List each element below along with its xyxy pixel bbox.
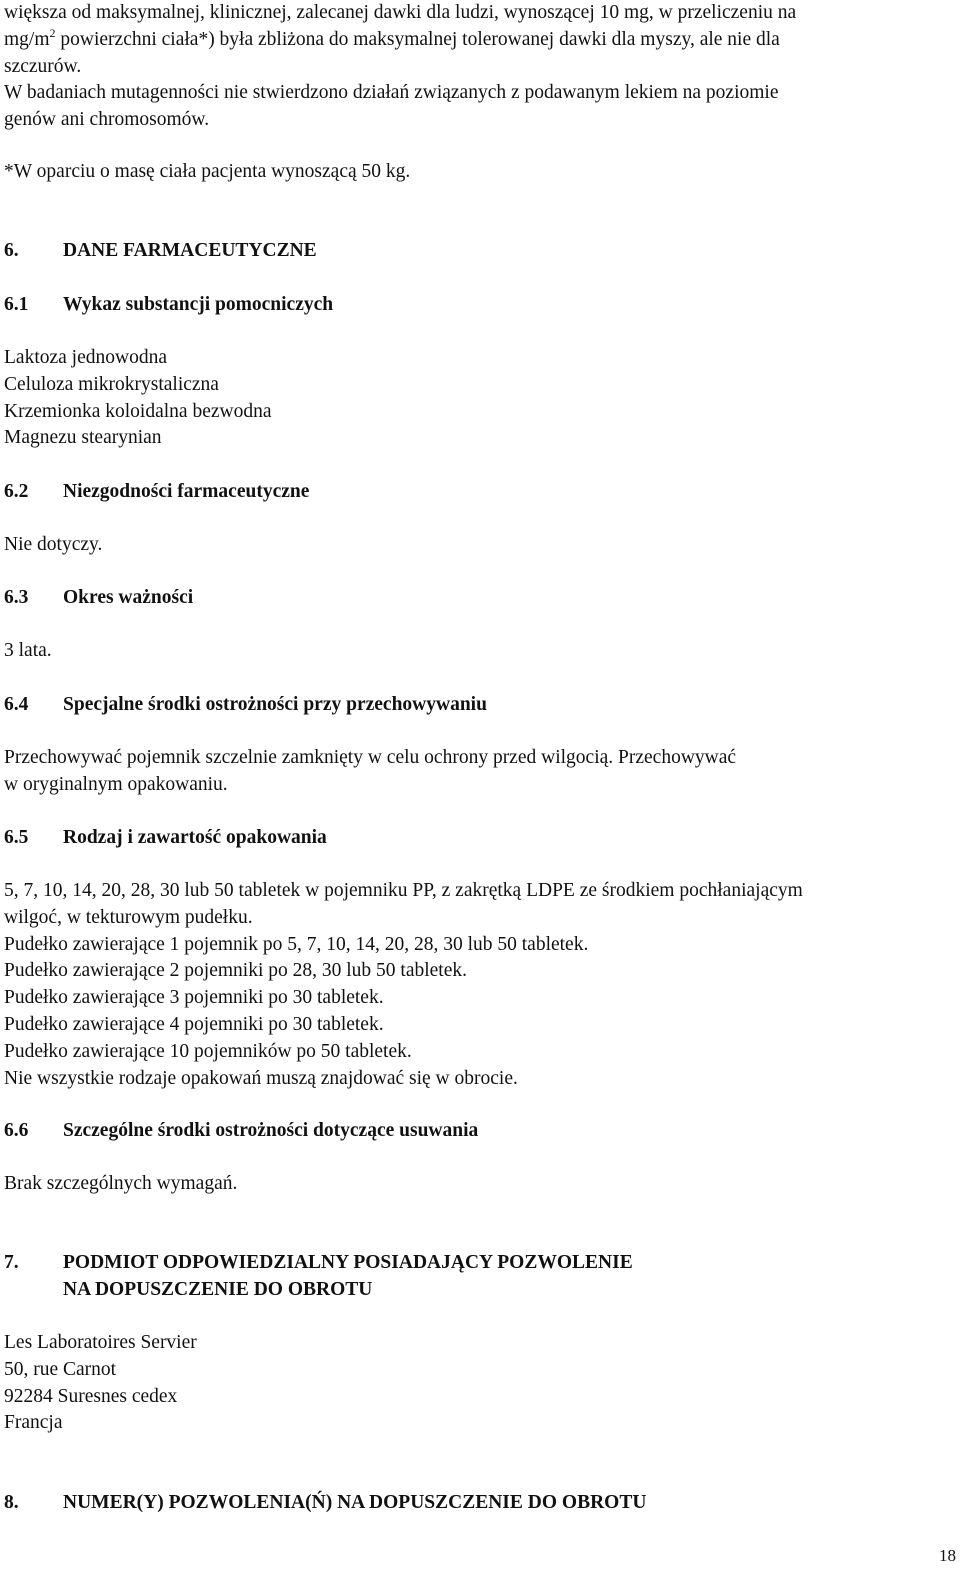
paragraph-text: Nie dotyczy. <box>4 534 103 555</box>
section-6-4-text <box>4 745 956 799</box>
intro-paragraph <box>4 0 956 134</box>
list-item: Krzemionka koloidalna bezwodna <box>4 400 272 422</box>
section-6-1-heading <box>4 292 333 319</box>
section-title: DANE FARMACEUTYCZNE <box>63 240 317 261</box>
paragraph-line-2: w oryginalnym opakowaniu. <box>4 773 228 795</box>
section-number: 6.4 <box>4 694 29 715</box>
superscript-2: 2 <box>49 25 56 40</box>
address-line: 50, rue Carnot <box>4 1358 117 1380</box>
intro-line-3: szczurów. <box>4 55 82 77</box>
section-6-heading <box>4 238 317 265</box>
list-item: Pudełko zawierające 10 pojemników po 50 tabletek. <box>4 1040 412 1062</box>
paragraph-line-1: 5, 7, 10, 14, 20, 28, 30 lub 50 tabletek w pojemniku PP, z zakrętką LDPE ze środkiem pochłaniającym <box>4 880 803 901</box>
section-title: Okres ważności <box>63 587 194 608</box>
section-6-3-heading <box>4 585 193 612</box>
address-line: 92284 Suresnes cedex <box>4 1385 178 1407</box>
section-6-2-heading <box>4 479 309 506</box>
section-number: 6.6 <box>4 1120 29 1141</box>
list-item: Nie wszystkie rodzaje opakowań muszą znajdować się w obrocie. <box>4 1067 518 1089</box>
section-6-6-text <box>4 1171 956 1198</box>
section-number: 7. <box>4 1252 19 1273</box>
footnote-text: *W oparciu o masę ciała pacjenta wynoszącą 50 kg. <box>4 161 411 182</box>
section-7-heading <box>4 1250 633 1304</box>
section-title: Szczególne środki ostrożności dotyczące usuwania <box>63 1120 479 1141</box>
section-8-heading <box>4 1490 646 1517</box>
list-item: Pudełko zawierające 1 pojemnik po 5, 7, 10, 14, 20, 28, 30 lub 50 tabletek. <box>4 933 589 955</box>
excipients-list <box>4 345 956 452</box>
address-line: Francja <box>4 1412 63 1434</box>
section-number: 6.1 <box>4 294 29 315</box>
section-6-5-heading <box>4 825 327 852</box>
section-title-line-1: PODMIOT ODPOWIEDZIALNY POSIADAJĄCY POZWOLENIE <box>63 1252 633 1273</box>
list-item: Pudełko zawierające 2 pojemniki po 28, 30 lub 50 tabletek. <box>4 960 468 982</box>
section-6-4-heading <box>4 692 487 719</box>
address-line: Les Laboratoires Servier <box>4 1332 197 1353</box>
section-number: 6. <box>4 240 19 261</box>
section-6-3-text <box>4 638 956 665</box>
paragraph-line-2: wilgoć, w tekturowym pudełku. <box>4 906 253 928</box>
section-6-5-text <box>4 878 956 1092</box>
intro-line-2-rest: powierzchni ciała*) była zbliżona do maksymalnej tolerowanej dawki dla myszy, ale nie dla <box>55 28 780 50</box>
page-number: 18 <box>939 1546 956 1565</box>
paragraph-line-1: Przechowywać pojemnik szczelnie zamknięty w celu ochrony przed wilgocią. Przechowywać <box>4 747 737 768</box>
marketing-authorisation-holder-address <box>4 1330 956 1437</box>
list-item: Pudełko zawierające 3 pojemniki po 30 tabletek. <box>4 987 384 1009</box>
section-title: Rodzaj i zawartość opakowania <box>63 827 327 848</box>
intro-line-1: większa od maksymalnej, klinicznej, zalecanej dawki dla ludzi, wynoszącej 10 mg, w przeliczeniu na <box>4 2 797 23</box>
section-number: 6.2 <box>4 481 29 502</box>
list-item: Pudełko zawierające 4 pojemniki po 30 tabletek. <box>4 1013 384 1035</box>
section-title: Specjalne środki ostrożności przy przechowywaniu <box>63 694 487 715</box>
list-item: Laktoza jednowodna <box>4 347 167 368</box>
section-number: 6.5 <box>4 827 29 848</box>
list-item: Celuloza mikrokrystaliczna <box>4 373 219 395</box>
section-title-line-2: NA DOPUSZCZENIE DO OBROTU <box>63 1278 373 1300</box>
section-number: 8. <box>4 1492 19 1513</box>
footnote <box>4 159 956 186</box>
section-6-2-text <box>4 532 956 559</box>
intro-line-2 <box>4 27 956 54</box>
unit-mg-m: mg/m <box>4 28 50 50</box>
intro-line-5: genów ani chromosomów. <box>4 109 210 131</box>
section-title: Wykaz substancji pomocniczych <box>63 294 334 315</box>
section-6-6-heading <box>4 1118 478 1145</box>
list-item: Magnezu stearynian <box>4 427 162 449</box>
section-title: NUMER(Y) POZWOLENIA(Ń) NA DOPUSZCZENIE DO OBROTU <box>63 1492 647 1513</box>
paragraph-text: Brak szczególnych wymagań. <box>4 1173 238 1194</box>
paragraph-text: 3 lata. <box>4 640 52 661</box>
section-number: 6.3 <box>4 587 29 608</box>
section-title: Niezgodności farmaceutyczne <box>63 481 310 502</box>
intro-line-4: W badaniach mutagenności nie stwierdzono działań związanych z podawanym lekiem na poziomie <box>4 82 779 104</box>
